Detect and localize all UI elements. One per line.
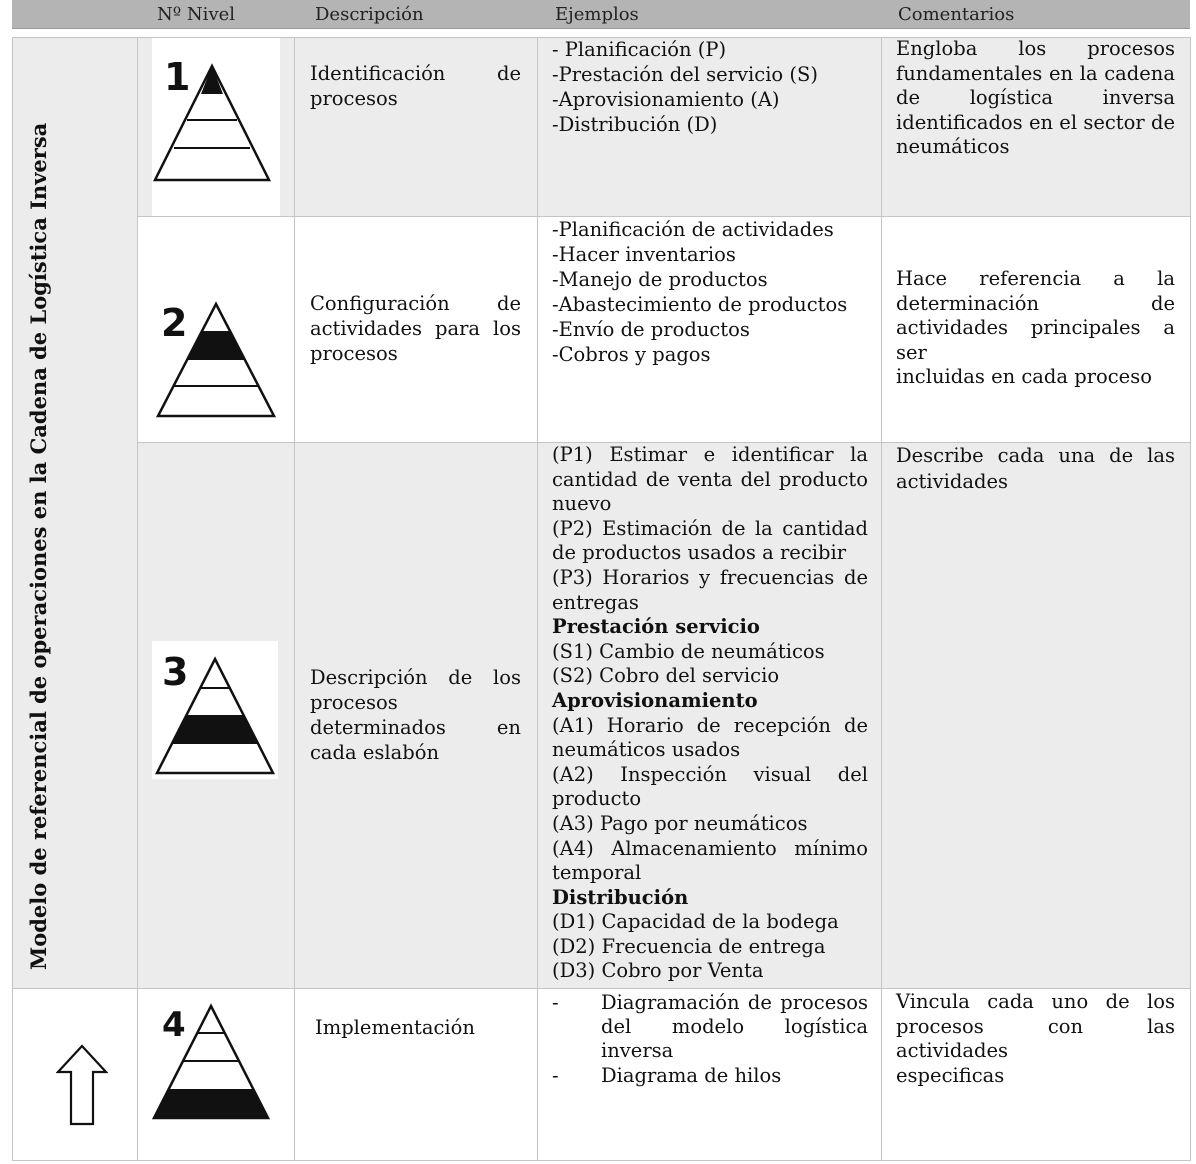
descripcion-1: Identificación de procesos: [310, 62, 521, 110]
descripcion-4: Implementación: [315, 1016, 475, 1039]
ejemplos-3: [552, 443, 868, 984]
list-item: (S2) Cobro del servicio: [552, 664, 780, 688]
list-item: - Diagramación de procesos del modelo logística inversa: [552, 991, 868, 1063]
level-3-pyramid-icon: [152, 641, 278, 779]
section-heading: Prestación servicio: [552, 615, 760, 639]
comentarios-1: Engloba los procesos fundamentales en la cadena de logística inversa identificados en el sector de neumáticos: [896, 37, 1175, 159]
comentarios-2: Hace referencia a la determinación de actividades principales a ser incluidas en cada proceso: [896, 267, 1175, 389]
up-arrow-icon: [56, 1044, 108, 1126]
list-item: entregas: [552, 590, 639, 614]
header-descripcion: Descripción: [315, 4, 424, 25]
list-item: (D2) Frecuencia de entrega: [552, 934, 826, 958]
list-item: (S1) Cambio de neumáticos: [552, 639, 825, 663]
level-number: 2: [161, 301, 188, 345]
list-item: (A3) Pago por neumáticos: [552, 811, 808, 835]
header-ejemplos: Ejemplos: [555, 4, 639, 25]
list-item: neumáticos usados: [552, 738, 741, 762]
list-item: (A1) Horario de recepción de: [552, 713, 868, 737]
comentarios-4: Vincula cada uno de los procesos con las actividades especificas: [896, 990, 1175, 1087]
level-4-pyramid-icon: [152, 1000, 270, 1120]
list-item: nuevo: [552, 492, 612, 516]
section-heading: Aprovisionamiento: [552, 688, 758, 712]
list-item: (P1) Estimar e identificar la: [552, 443, 868, 466]
descripcion-3: Descripción de los procesos determinados en cada eslabón: [310, 666, 521, 764]
list-item: (D3) Cobro por Venta: [552, 959, 764, 983]
list-item: (P2) Estimación de la cantidad: [552, 516, 868, 540]
level-1-pyramid-icon: [152, 38, 280, 216]
side-label: Modelo de referencial de operaciones en la Cadena de Logística Inversa: [26, 122, 51, 970]
list-item: producto: [552, 787, 642, 811]
list-item: temporal: [552, 861, 642, 885]
level-2-pyramid-icon: [155, 298, 279, 422]
list-item: de productos usados a recibir: [552, 541, 847, 565]
comentarios-3: Describe cada una de las actividades: [896, 444, 1175, 493]
level-number: 1: [164, 55, 191, 99]
list-item: (P3) Horarios y frecuencias de: [552, 565, 868, 589]
list-item: cantidad de venta del producto: [552, 467, 868, 491]
list-item: (A4) Almacenamiento mínimo: [552, 836, 868, 860]
descripcion-cell-4: [294, 988, 538, 1161]
list-item: (D1) Capacidad de la bodega: [552, 910, 839, 934]
header-nivel: Nº Nivel: [157, 4, 236, 25]
ejemplos-4: [552, 991, 868, 1088]
descripcion-2: Configuración de actividades para los procesos: [310, 292, 521, 365]
list-item: (A2) Inspección visual del: [552, 762, 868, 786]
level-number: 4: [162, 1005, 186, 1045]
ejemplos-1: - Planificación (P) -Prestación del servicio (S) -Aprovisionamiento (A) -Distribución (D): [552, 38, 818, 136]
list-item: - Diagrama de hilos: [552, 1063, 782, 1087]
comentarios-cell-3: [881, 442, 1191, 989]
level-number: 3: [162, 650, 189, 694]
table-header: [12, 0, 1190, 29]
section-heading: Distribución: [552, 885, 689, 909]
ejemplos-2: -Planificación de actividades -Hacer inventarios -Manejo de productos -Abastecimiento de productos -Envío de productos -Cobros y pagos: [552, 218, 848, 366]
header-comentarios: Comentarios: [898, 4, 1015, 25]
